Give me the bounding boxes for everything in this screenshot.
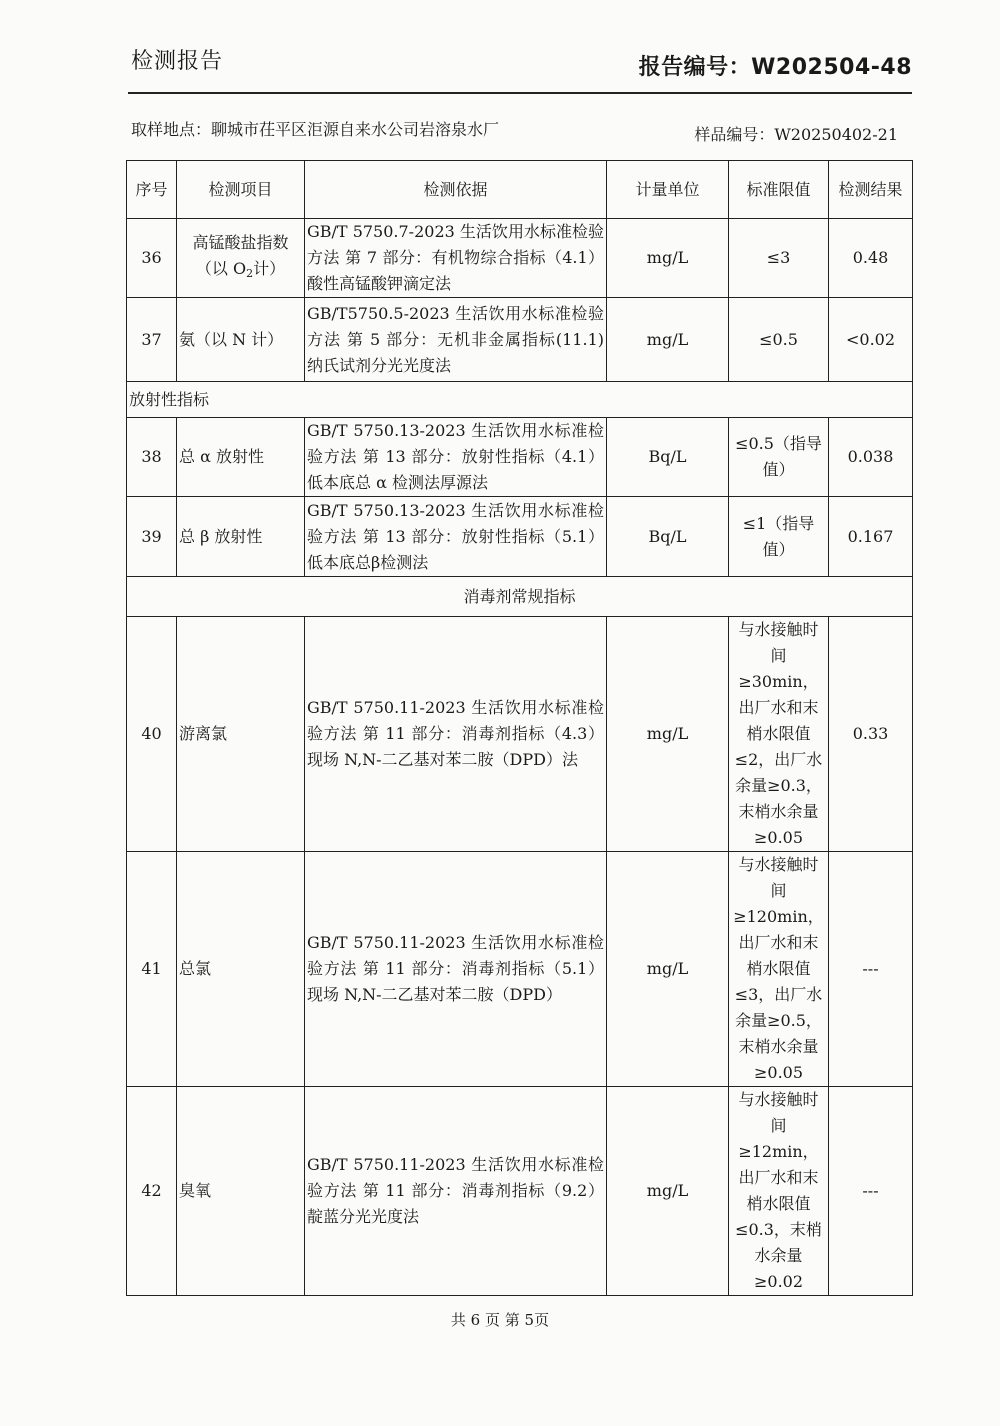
row-basis: GB/T 5750.11-2023 生活饮用水标准检验方法 第 11 部分：消毒剂指标（5.1）现场 N,N-二乙基对苯二胺（DPD） [305, 852, 607, 1087]
row-limit: ≤1（指导值） [729, 497, 829, 577]
row-basis: GB/T5750.5-2023 生活饮用水标准检验方法 第 5 部分：无机非金属指标(11.1)纳氏试剂分光光度法 [305, 298, 607, 382]
row-unit: mg/L [607, 1087, 729, 1296]
row-unit: mg/L [607, 617, 729, 852]
row-limit: ≤3 [729, 219, 829, 298]
row-basis: GB/T 5750.13-2023 生活饮用水标准检验方法 第 13 部分：放射性指标（5.1）低本底总β检测法 [305, 497, 607, 577]
row-result: 0.038 [829, 418, 913, 497]
row-limit: 与水接触时间≥30min，出厂水和末梢水限值≤2，出厂水余量≥0.3，末梢水余量≥0.05 [729, 617, 829, 852]
sample-location: 取样地点：聊城市茌平区洰源自来水公司岩溶泉水厂 [131, 120, 500, 139]
column-header-unit: 计量单位 [607, 161, 729, 219]
row-item: 总氯 [177, 852, 305, 1087]
row-unit: Bq/L [607, 418, 729, 497]
row-item: 氨（以 N 计） [177, 298, 305, 382]
section-title-disinfectant: 消毒剂常规指标 [127, 577, 913, 617]
table-row [127, 219, 913, 298]
row-number: 39 [127, 497, 177, 577]
row-item-sub-suffix: 计） [253, 258, 286, 278]
row-result: 0.167 [829, 497, 913, 577]
row-basis: GB/T 5750.11-2023 生活饮用水标准检验方法 第 11 部分：消毒剂指标（4.3）现场 N,N-二乙基对苯二胺（DPD）法 [305, 617, 607, 852]
column-header-limit: 标准限值 [729, 161, 829, 219]
row-result: --- [829, 852, 913, 1087]
column-header-result: 检测结果 [829, 161, 913, 219]
row-number: 40 [127, 617, 177, 852]
table-row [127, 617, 913, 852]
row-number: 42 [127, 1087, 177, 1296]
table-row [127, 852, 913, 1087]
row-unit: Bq/L [607, 497, 729, 577]
row-number: 37 [127, 298, 177, 382]
sample-number: 样品编号：W20250402-21 [694, 125, 898, 144]
table-row [127, 298, 913, 382]
page-number: 共 6 页 第 5页 [450, 1311, 550, 1329]
row-item: 总 β 放射性 [177, 497, 305, 577]
row-basis: GB/T 5750.11-2023 生活饮用水标准检验方法 第 11 部分：消毒剂指标（9.2）靛蓝分光光度法 [305, 1087, 607, 1296]
row-number: 38 [127, 418, 177, 497]
section-row [127, 577, 913, 617]
row-item [177, 219, 305, 298]
row-number: 36 [127, 219, 177, 298]
row-item-main: 高锰酸盐指数 [192, 232, 289, 252]
row-result: 0.33 [829, 617, 913, 852]
row-unit: mg/L [607, 219, 729, 298]
column-header-basis: 检测依据 [305, 161, 607, 219]
row-unit: mg/L [607, 298, 729, 382]
row-limit: ≤0.5（指导值） [729, 418, 829, 497]
table-row [127, 1087, 913, 1296]
row-item-sub-prefix: （以 O [195, 258, 247, 278]
header-divider [128, 92, 912, 94]
report-number: 报告编号：W202504-48 [638, 55, 912, 80]
row-item: 臭氧 [177, 1087, 305, 1296]
row-result: 0.48 [829, 219, 913, 298]
table-header-row [127, 161, 913, 219]
row-result: --- [829, 1087, 913, 1296]
column-header-number: 序号 [127, 161, 177, 219]
section-row [127, 382, 913, 418]
results-table [126, 160, 913, 1296]
section-title-radioactivity: 放射性指标 [127, 382, 913, 418]
row-item-sub [179, 256, 302, 287]
row-basis: GB/T 5750.13-2023 生活饮用水标准检验方法 第 13 部分：放射性指标（4.1）低本底总 α 检测法厚源法 [305, 418, 607, 497]
row-item: 游离氯 [177, 617, 305, 852]
row-item-sub-index: 2 [246, 266, 254, 280]
row-limit: ≤0.5 [729, 298, 829, 382]
row-item: 总 α 放射性 [177, 418, 305, 497]
row-unit: mg/L [607, 852, 729, 1087]
row-result: <0.02 [829, 298, 913, 382]
row-number: 41 [127, 852, 177, 1087]
column-header-item: 检测项目 [177, 161, 305, 219]
table-row [127, 497, 913, 577]
row-limit: 与水接触时间≥120min，出厂水和末梢水限值≤3，出厂水余量≥0.5，末梢水余量≥0.05 [729, 852, 829, 1087]
report-title: 检测报告 [131, 49, 224, 74]
table-row [127, 418, 913, 497]
row-limit: 与水接触时间≥12min，出厂水和末梢水限值≤0.3，末梢水余量≥0.02 [729, 1087, 829, 1296]
row-basis: GB/T 5750.7-2023 生活饮用水标准检验方法 第 7 部分：有机物综合指标（4.1）酸性高锰酸钾滴定法 [305, 219, 607, 298]
